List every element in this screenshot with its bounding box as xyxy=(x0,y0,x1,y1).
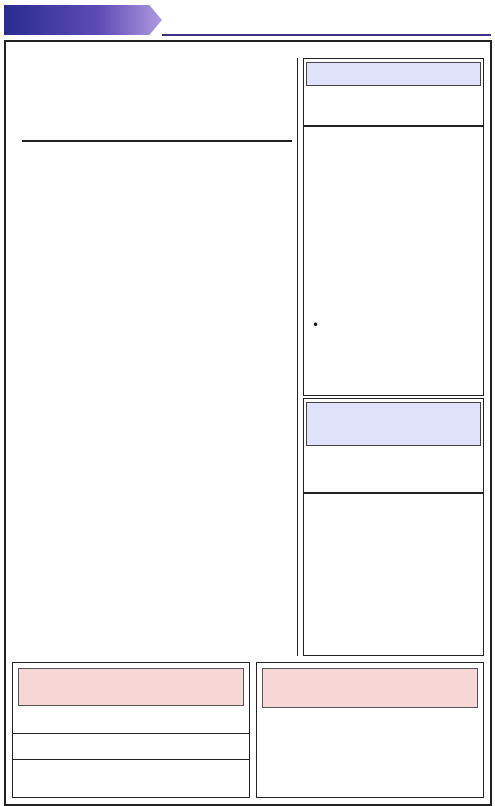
divider xyxy=(303,492,484,494)
next-prayer-heading xyxy=(312,316,319,336)
header-rule xyxy=(162,34,491,36)
divider xyxy=(22,140,292,142)
dawn-title-bar xyxy=(18,668,244,706)
afternoon-title-bar xyxy=(306,62,481,86)
sunday-service-panel xyxy=(12,58,298,656)
divider xyxy=(12,759,250,760)
wednesday-title-bar xyxy=(306,402,481,446)
header xyxy=(0,0,495,40)
divider xyxy=(303,125,484,127)
friday-title-bar xyxy=(262,668,478,708)
next-prayer-label xyxy=(312,316,319,336)
divider xyxy=(12,733,250,734)
afternoon-box xyxy=(303,58,484,396)
section-tab xyxy=(4,5,162,35)
